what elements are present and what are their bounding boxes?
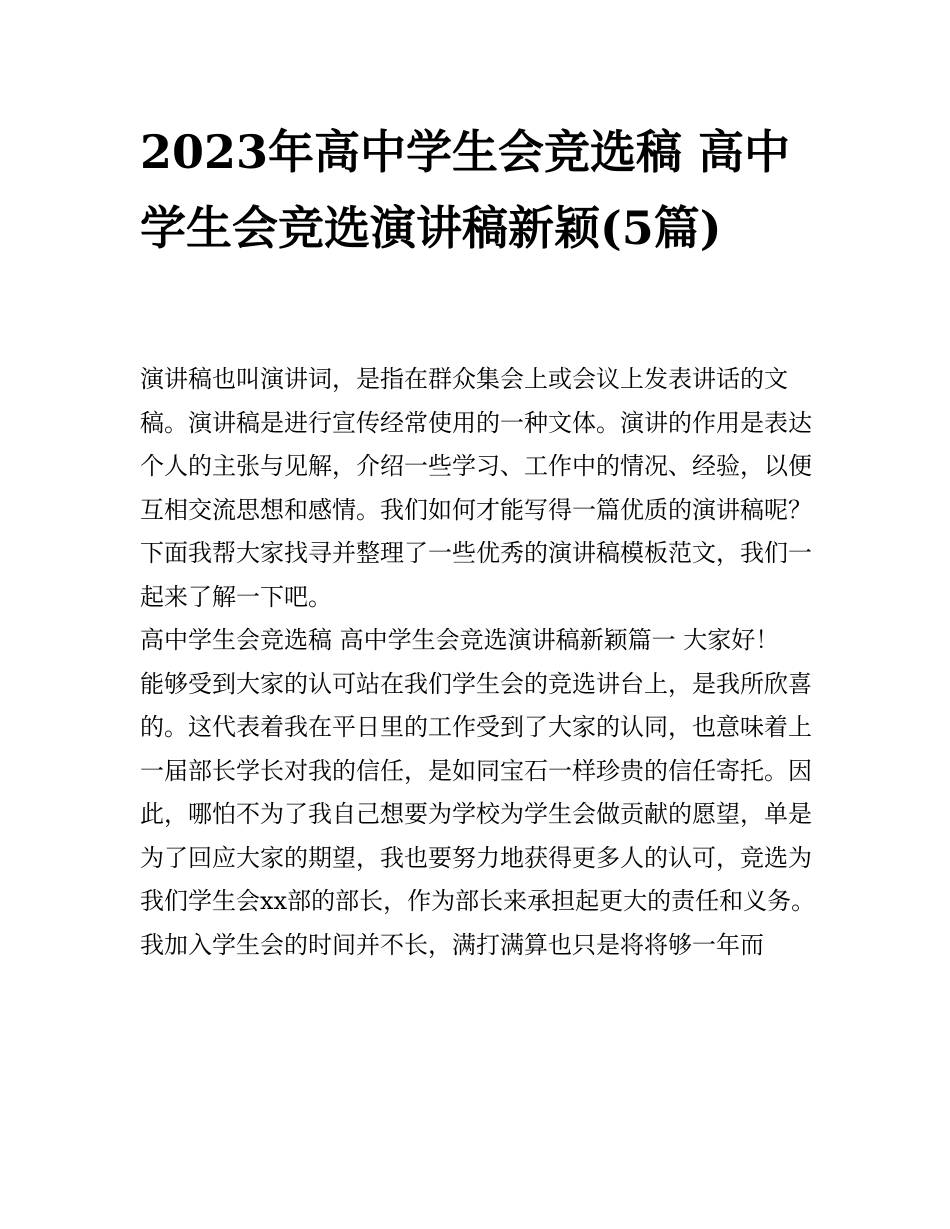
paragraph-speech-2: 我加入学生会的时间并不长，满打满算也只是将将够一年而 [140,930,764,959]
document-body [140,358,820,967]
paragraph-section-heading: 高中学生会竞选稿 高中学生会竞选演讲稿新颖篇一 大家好！ [140,626,780,654]
paragraph-intro: 演讲稿也叫演讲词，是指在群众集会上或会议上发表讲话的文稿。演讲稿是进行宣传经常使用的一种文体。演讲的作用是表达个人的主张与见解，介绍一些学习、工作中的情况、经验，以便互相交流思想和感情。我们如何才能写得一篇优质的演讲稿呢？下面我帮大家找寻并整理了一些优秀的演讲稿模板范文，我们一起来了解一下吧。 [140,365,812,611]
paragraph-speech-1: 能够受到大家的认可站在我们学生会的竞选讲台上，是我所欣喜的。这代表着我在平日里的工作受到了大家的认同，也意味着上一届部长学长对我的信任，是如同宝石一样珍贵的信任寄托。因此，哪怕不为了我自己想要为学校为学生会做贡献的愿望，单是为了回应大家的期望，我也要努力地获得更多人的认可，竞选为我们学生会xx部的部长，作为部长来承担起更大的责任和义务。 [140,669,816,915]
document-title: 2023年高中学生会竞选稿 高中学生会竞选演讲稿新颖(5篇) [140,125,791,255]
